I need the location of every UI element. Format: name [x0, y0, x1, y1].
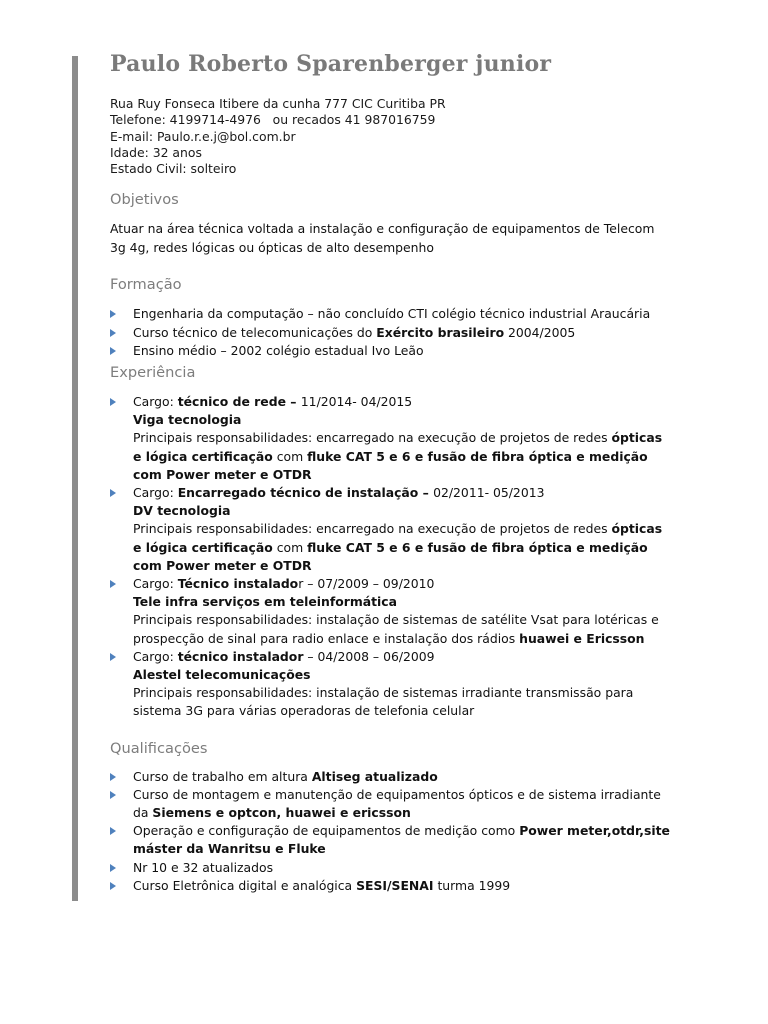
- qualificacao-text-bold: Altiseg atualizado: [311, 768, 438, 784]
- qualificacao-text: Curso de montagem e manutenção de equipamentos ópticos e de sistema irradiante da: [133, 786, 661, 820]
- formacao-text: Ensino médio – 2002 colégio estadual Ivo Leão: [133, 342, 424, 358]
- formacao-list: [110, 305, 670, 360]
- list-item: [110, 877, 670, 895]
- cargo-title: Encarregado técnico de instalação –: [177, 484, 434, 500]
- section-title-objetivos: Objetivos: [110, 191, 179, 209]
- triangle-bullet-icon: [110, 347, 116, 355]
- triangle-bullet-icon: [110, 864, 116, 872]
- responsibilities-bold: ópticas e lógica certificação: [133, 521, 663, 555]
- triangle-bullet-icon: [110, 791, 116, 799]
- cargo-period: 04/2008 – 06/2009: [317, 648, 435, 664]
- contact-email: E-mail: Paulo.r.e.j@bol.com.br: [110, 128, 296, 144]
- formacao-text: Curso técnico de telecomunicações do: [133, 324, 377, 340]
- list-item: [110, 786, 670, 822]
- triangle-bullet-icon: [110, 310, 116, 318]
- list-item: [110, 324, 670, 342]
- contact-marital-status: Estado Civil: solteiro: [110, 161, 237, 177]
- cargo-title: Técnico instalado: [177, 575, 299, 591]
- company-name: DV tecnologia: [133, 503, 231, 519]
- list-item: [110, 859, 670, 877]
- triangle-bullet-icon: [110, 653, 116, 661]
- company-name: Tele infra serviços em teleinformática: [133, 594, 398, 610]
- section-title-formacao: Formação: [110, 276, 182, 294]
- list-item: [110, 305, 670, 323]
- cargo-label: Cargo:: [133, 575, 178, 591]
- cargo-title: técnico instalador: [177, 648, 304, 664]
- responsibilities: Principais responsabilidades: encarregado na execução de projetos de redes: [133, 430, 612, 446]
- responsibilities: Principais responsabilidades: instalação de sistemas de satélite Vsat para lotéricas e prospecção de sinal para radio enlace e instalação dos rádios: [133, 612, 659, 646]
- qualificacoes-list: [110, 768, 670, 895]
- triangle-bullet-icon: [110, 827, 116, 835]
- experience-entry: [110, 484, 670, 575]
- cargo-label: Cargo:: [133, 484, 178, 500]
- resume-content: [110, 50, 670, 895]
- candidate-name: Paulo Roberto Sparenberger junior: [110, 51, 552, 77]
- responsibilities: Principais responsabilidades: instalação de sistemas irradiante transmissão para sistema 3G para várias operadoras de telefonia celular: [133, 685, 634, 719]
- triangle-bullet-icon: [110, 489, 116, 497]
- formacao-text: 2004/2005: [504, 324, 576, 340]
- triangle-bullet-icon: [110, 398, 116, 406]
- cargo-period: 02/2011- 05/2013: [433, 484, 545, 500]
- section-title-experiencia: Experiência: [110, 363, 196, 381]
- cargo-period: 11/2014- 04/2015: [300, 393, 413, 409]
- qualificacao-text: Curso Eletrônica digital e analógica: [133, 877, 357, 893]
- list-item: [110, 768, 670, 786]
- cargo-title-tail: r –: [298, 575, 318, 591]
- responsibilities: com: [272, 448, 308, 464]
- triangle-bullet-icon: [110, 773, 116, 781]
- responsibilities-bold: fluke CAT 5 e 6 e fusão de fibra óptica e medição com Power meter e OTDR: [133, 539, 648, 573]
- qualificacao-text: turma 1999: [433, 877, 511, 893]
- qualificacao-text: Curso de trabalho em altura: [133, 768, 312, 784]
- qualificacao-text-bold: SESI/SENAI: [356, 877, 434, 893]
- responsibilities-bold: fluke CAT 5 e 6 e fusão de fibra óptica e medição com Power meter e OTDR: [133, 448, 648, 482]
- contact-address: Rua Ruy Fonseca Itibere da cunha 777 CIC Curitiba PR: [110, 96, 446, 111]
- list-item: [110, 342, 670, 360]
- responsibilities-bold: huawei e Ericsson: [519, 630, 645, 646]
- cargo-period: 07/2009 – 09/2010: [317, 575, 435, 591]
- contact-age: Idade: 32 anos: [110, 144, 202, 160]
- experiencia-list: [110, 393, 670, 721]
- qualificacao-text-bold: Power meter,otdr,site máster da Wanritsu e Fluke: [133, 823, 670, 857]
- left-accent-bar: [72, 56, 78, 901]
- qualificacao-text: Nr 10 e 32 atualizados: [133, 859, 274, 875]
- experience-entry: [110, 575, 670, 648]
- cargo-label: Cargo:: [133, 648, 178, 664]
- experience-entry: [110, 393, 670, 484]
- contact-block: [110, 96, 670, 177]
- triangle-bullet-icon: [110, 580, 116, 588]
- section-title-qualificacoes: Qualificações: [110, 739, 208, 757]
- contact-phone: Telefone: 4199714-4976 ou recados 41 987016759: [110, 112, 436, 128]
- responsibilities: Principais responsabilidades: encarregado na execução de projetos de redes: [133, 521, 612, 537]
- formacao-text: Engenharia da computação – não concluído CTI colégio técnico industrial Araucária: [133, 306, 651, 322]
- responsibilities-bold: ópticas e lógica certificação: [133, 430, 663, 464]
- company-name: Viga tecnologia: [133, 412, 242, 428]
- qualificacao-text-bold: Siemens e optcon, huawei e ericsson: [152, 804, 411, 820]
- company-name: Alestel telecomunicações: [133, 666, 311, 682]
- cargo-label: Cargo:: [133, 393, 178, 409]
- responsibilities: com: [272, 539, 308, 555]
- experience-entry: [110, 648, 670, 721]
- formacao-text-bold: Exército brasileiro: [376, 324, 505, 340]
- list-item: [110, 822, 670, 858]
- triangle-bullet-icon: [110, 882, 116, 890]
- cargo-title-tail: –: [303, 648, 318, 664]
- triangle-bullet-icon: [110, 329, 116, 337]
- objetivos-text: Atuar na área técnica voltada a instalação e configuração de equipamentos de Telecom 3g 4g, redes lógicas ou ópticas de alto desempenho: [110, 221, 655, 255]
- cargo-title: técnico de rede –: [177, 393, 301, 409]
- qualificacao-text: Operação e configuração de equipamentos de medição como: [133, 823, 520, 839]
